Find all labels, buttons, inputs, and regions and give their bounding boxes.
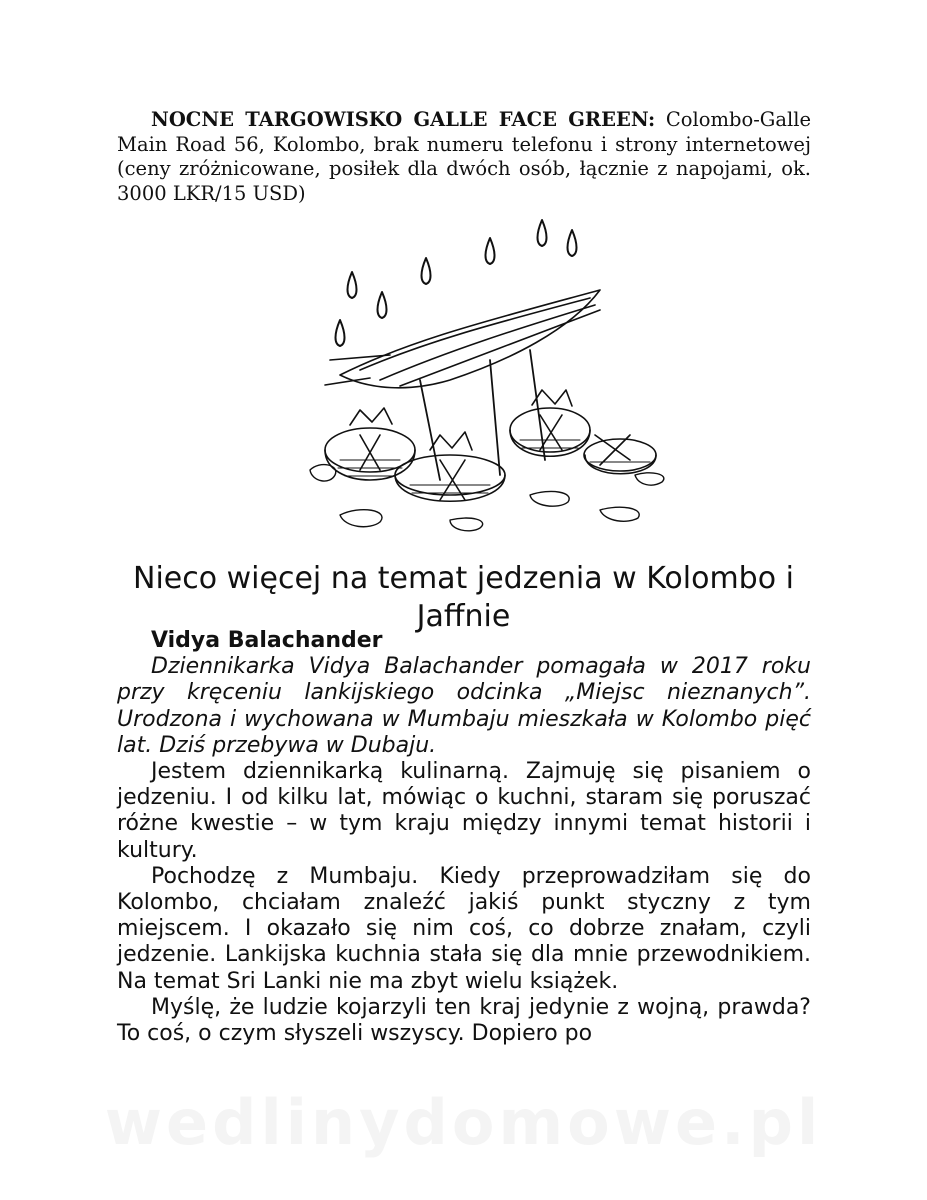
hatching: [338, 440, 650, 493]
venue-name: NOCNE TARGOWISKO GALLE FACE GREEN:: [151, 108, 656, 131]
chapter-body: [117, 628, 811, 1047]
paragraph: Pochodzę z Mumbaju. Kiedy przeprowadziłam się do Kolombo, chciałam znaleźć jakiś punkt styczny z tym miejscem. I okazało się nim coś, co dobrze znałam, czyli jedzenie. Lankijska kuchnia stała się dla mnie przewodnikiem. Na temat Sri Lanki nie ma zbyt wielu książek.: [117, 863, 811, 994]
venue-entry: [117, 108, 811, 206]
stall-posts: [420, 350, 545, 480]
watermark: wedlinydomowe.pl: [104, 1086, 823, 1159]
canopy: [325, 290, 600, 388]
paragraph: Myślę, że ludzie kojarzyli ten kraj jedynie z wojną, prawda? To coś, o czym słyszeli wszyscy. Dopiero po: [117, 994, 811, 1047]
paragraph: Jestem dziennikarką kulinarną. Zajmuję się pisaniem o jedzeniu. I od kilku lat, mówiąc o kuchni, staram się poruszać różne kwestie – w tym kraju między innymi temat historii i kultury.: [117, 759, 811, 863]
author-name: Vidya Balachander: [151, 628, 383, 653]
author-intro: Dziennikarka Vidya Balachander pomagała w 2017 roku przy kręceniu lankijskiego odcinka „Miejsc nieznanych”. Urodzona i wychowana w Mumbaju mieszkała w Kolombo pięć lat. Dziś przebywa w Dubaju.: [117, 654, 811, 758]
raindrop-group: [336, 220, 577, 346]
chapter-title: Nieco więcej na temat jedzenia w Kolombo i Jaffnie: [133, 561, 794, 634]
rain-market-stall-illustration: [300, 210, 680, 555]
baskets: [325, 390, 656, 501]
venue-details: Colombo-Galle Main Road 56, Kolombo, brak numeru telefonu i strony internetowej (ceny zróżnicowane, posiłek dla dwóch osób, łącznie z napojami, ok. 3000 LKR/15 USD): [117, 108, 811, 205]
puddles: [310, 465, 664, 531]
